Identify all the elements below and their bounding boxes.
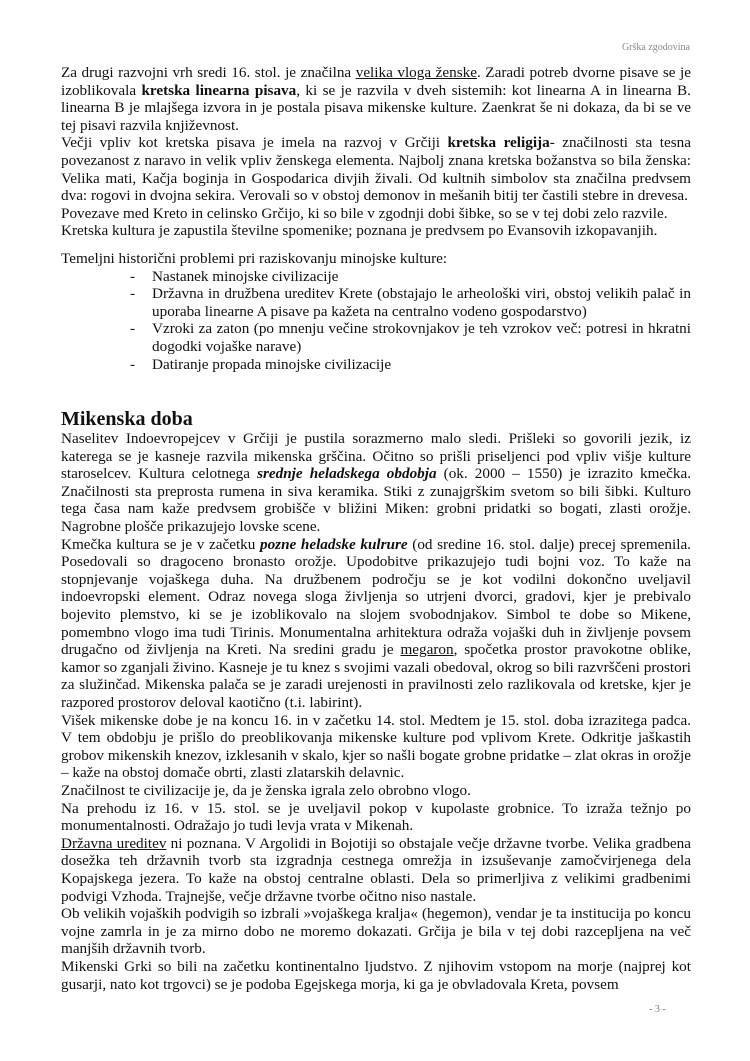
text-run: Večji vpliv kot kretska pisava je imela na razvoj v Grčiji	[61, 134, 448, 152]
text-run: (od sredine 16. stol. dalje) precej spremenila. Posedovali so dragoceno bronasto orožje. Upodobitve prikazujejo tudi bojni voz. To kaže na stopnjevanje vojaškega duha. Na družbenem področju se je kot vodilni dokončno uveljavil indoevropski element. Odraz novega sloga življenja so utrjeni dvorci, gradovi, kjer je prebivalo bojevito plemstvo, ki se je izoblikovalo na slojem svobodnjakov. Simbol te dobe so Mikene, pomembno vlogo ima tudi Tirinis. Monumentalna arhitektura odraža vojaški duh in življenje povsem drugačno od življenja na Kreti. Na sredini gradu je	[61, 535, 691, 659]
list-item-text: Nastanek minojske civilizacije	[152, 267, 339, 285]
page-number: - 3 -	[649, 1004, 666, 1015]
list-item-text: Državna in družbena ureditev Krete (obstajajo le arheološki viri, obstoj velikih palač in uporaba linearne A pisave pa kažeta na centralno vodeno gospodarstvo)	[152, 285, 691, 320]
bold-term: kretska linearna pisava	[141, 81, 297, 99]
text-run: (ok. 2000 – 1550) je izrazito kmečka. Značilnosti sta preprosta rumena in siva keramika. Stiki z zunajgrškim svetom so bili šibki. Kulturo tega časa nam kaže predvsem grobišče v bližini Miken: grobni pridatki so bogati, zlasti orožje. Nagrobne plošče prikazujejo lovske scene.	[61, 465, 692, 536]
dash-bullet-icon: -	[130, 285, 136, 303]
text-run: ni poznana. V Argolidi in Bojotiji so obstajale večje državne tvorbe. Velika gradbena dosežka teh državnih tvorb sta izgradnja cestnega omrežja in izsuševanje zamočvirjenega dela Kopajskega jezera. To kaže na obstoj centralne oblasti. Dela so primerljiva z velikimi gradbenimi podvigi Vzhoda. Trajnejše, večje državne tvorbe očitno niso nastale.	[61, 834, 691, 905]
bold-italic-term: pozne heladske kulrure	[259, 535, 408, 553]
dash-bullet-icon: -	[130, 355, 136, 373]
underlined-term: megaron	[400, 641, 454, 659]
paragraph-peak: Višek mikenske dobe je na koncu 16. in v začetku 14. stol. Medtem je 15. stol. doba izrazitega padca. V tem obdobju je prišlo do preoblikovanja mikenske kulture pod vplivom Krete. Odkritje jaškastih grobov mikenskih knezov, izklesanih v skalo, kjer so našli bogate grobne pridatke – zlat okras in orožje – kaže na obstoj domače obrti, zlasti zlatarskih delavnic.	[61, 711, 691, 782]
list-item	[61, 285, 691, 320]
list-item	[61, 320, 691, 355]
problems-intro: Temeljni historični problemi pri raziskovanju minojske kulture:	[61, 249, 448, 267]
list-item-text: Datiranje propada minojske civilizacije	[152, 355, 392, 373]
underlined-term: Državna ureditev	[61, 834, 167, 852]
paragraph-women-role: Značilnost te civilizacije je, da je ženska igrala zelo obrobno vlogo.	[61, 781, 471, 799]
paragraph-settlement	[61, 430, 691, 536]
spacer	[61, 373, 691, 408]
paragraph-hegemon: Ob velikih vojaških podvigih so izbrali »vojaškega kralja« (hegemon), vendar je ta institucija po koncu vojne zamrla in je za mirno dobo ne moremo dokazati. Grčija je bila v tej dobi razcepljena na več manjših državnih tvorb.	[61, 905, 691, 958]
dash-bullet-icon: -	[130, 267, 136, 285]
spacer	[61, 240, 691, 250]
paragraph-connections: Povezave med Kreto in celinsko Grčijo, ki so bile v zgodnji dobi šibke, so se v tej dobi zelo razvile.	[61, 204, 668, 222]
list-item-text: Vzroki za zaton (po mnenju večine strokovnjakov je teh vzrokov več: potresi in hkratni dogodki vojaške narave)	[152, 320, 691, 355]
paragraph-sea: Mikenski Grki so bili na začetku kontinentalno ljudstvo. Z njihovim vstopom na morje (najprej kot gusarji, nato kot trgovci) se je podoba Egejskega morja, ki ga je obvladovala Kreta, povsem	[61, 957, 691, 993]
bold-term: kretska religija	[447, 134, 550, 152]
paragraph-burial: Na prehodu iz 16. v 15. stol. se je uveljavil pokop v kupolaste grobnice. To izraža težnjo po monumentalnosti. Odražajo jo tudi levja vrata v Mikenah.	[61, 799, 691, 835]
dash-bullet-icon: -	[130, 320, 136, 338]
underlined-term: velika vloga ženske	[355, 64, 477, 81]
text-run: Naselitev Indoevropejcev v Grčiji je pustila sorazmerno malo sledi. Prišleki so govorili jezik, iz katerega se je kasneje razvila mikenska grščina. Očitno so prišli priseljenci pod vpliv višje kulture staroselcev. Kultura celotnega	[61, 430, 691, 483]
section-heading: Mikenska doba	[61, 408, 193, 431]
paragraph-monuments: Kretska kultura je zapustila številne spomenike; poznana je predvsem po Evansovih izkopavanjih.	[61, 222, 658, 240]
list-item	[61, 356, 691, 374]
document-body	[61, 64, 691, 993]
text-run: , spočetka prostor pravokotne oblike, kamor so zganjali živino. Kasneje je tu knez s svojimi vazali obedoval, okrog so bili razvrščeni prostori za služinčad. Mikenska palača se je zaradi urejenosti in pravilnosti zelo razlikovala od kretske, kjer je razpored prostorov deloval kaotično (t.i. labirint).	[61, 641, 692, 711]
text-run: , ki se je razvila v dveh sistemih: kot linearna A in linearna B. linearna B je mlajšega izvora in je postala pisava mikenske kulture. Zaenkrat še ni dokaza, da bi se ve tej pisavi razvila književnost.	[61, 81, 691, 134]
running-header: Grška zgodovina	[621, 42, 690, 53]
bold-italic-term: srednje heladskega obdobja	[257, 465, 437, 483]
text-run: - značilnosti sta tesna povezanost z naravo in velik vpliv ženskega elementa. Najbolj znana kretska božanstva so bila ženska: Velika mati, Kačja boginja in Gospodarica divjih živali. Od kultnih simbolov sta značilna predvsem dva: rogovi in dvojna sekira. Verovali so v obstoj demonov in mešanih bitij ter častili stebre in drevesa.	[61, 134, 691, 205]
paragraph-late-helladic	[61, 536, 691, 712]
problems-list	[61, 268, 691, 374]
paragraph-state	[61, 835, 691, 905]
paragraph-religion	[61, 134, 691, 204]
text-run: Za drugi razvojni vrh sredi 16. stol. je značilna	[61, 64, 356, 81]
text-run: Kmečka kultura se je v začetku	[61, 535, 260, 553]
text-run: . Zaradi potreb dvorne pisave se je izoblikovala	[61, 64, 692, 99]
paragraph-writing	[61, 64, 691, 134]
list-item	[61, 268, 691, 286]
